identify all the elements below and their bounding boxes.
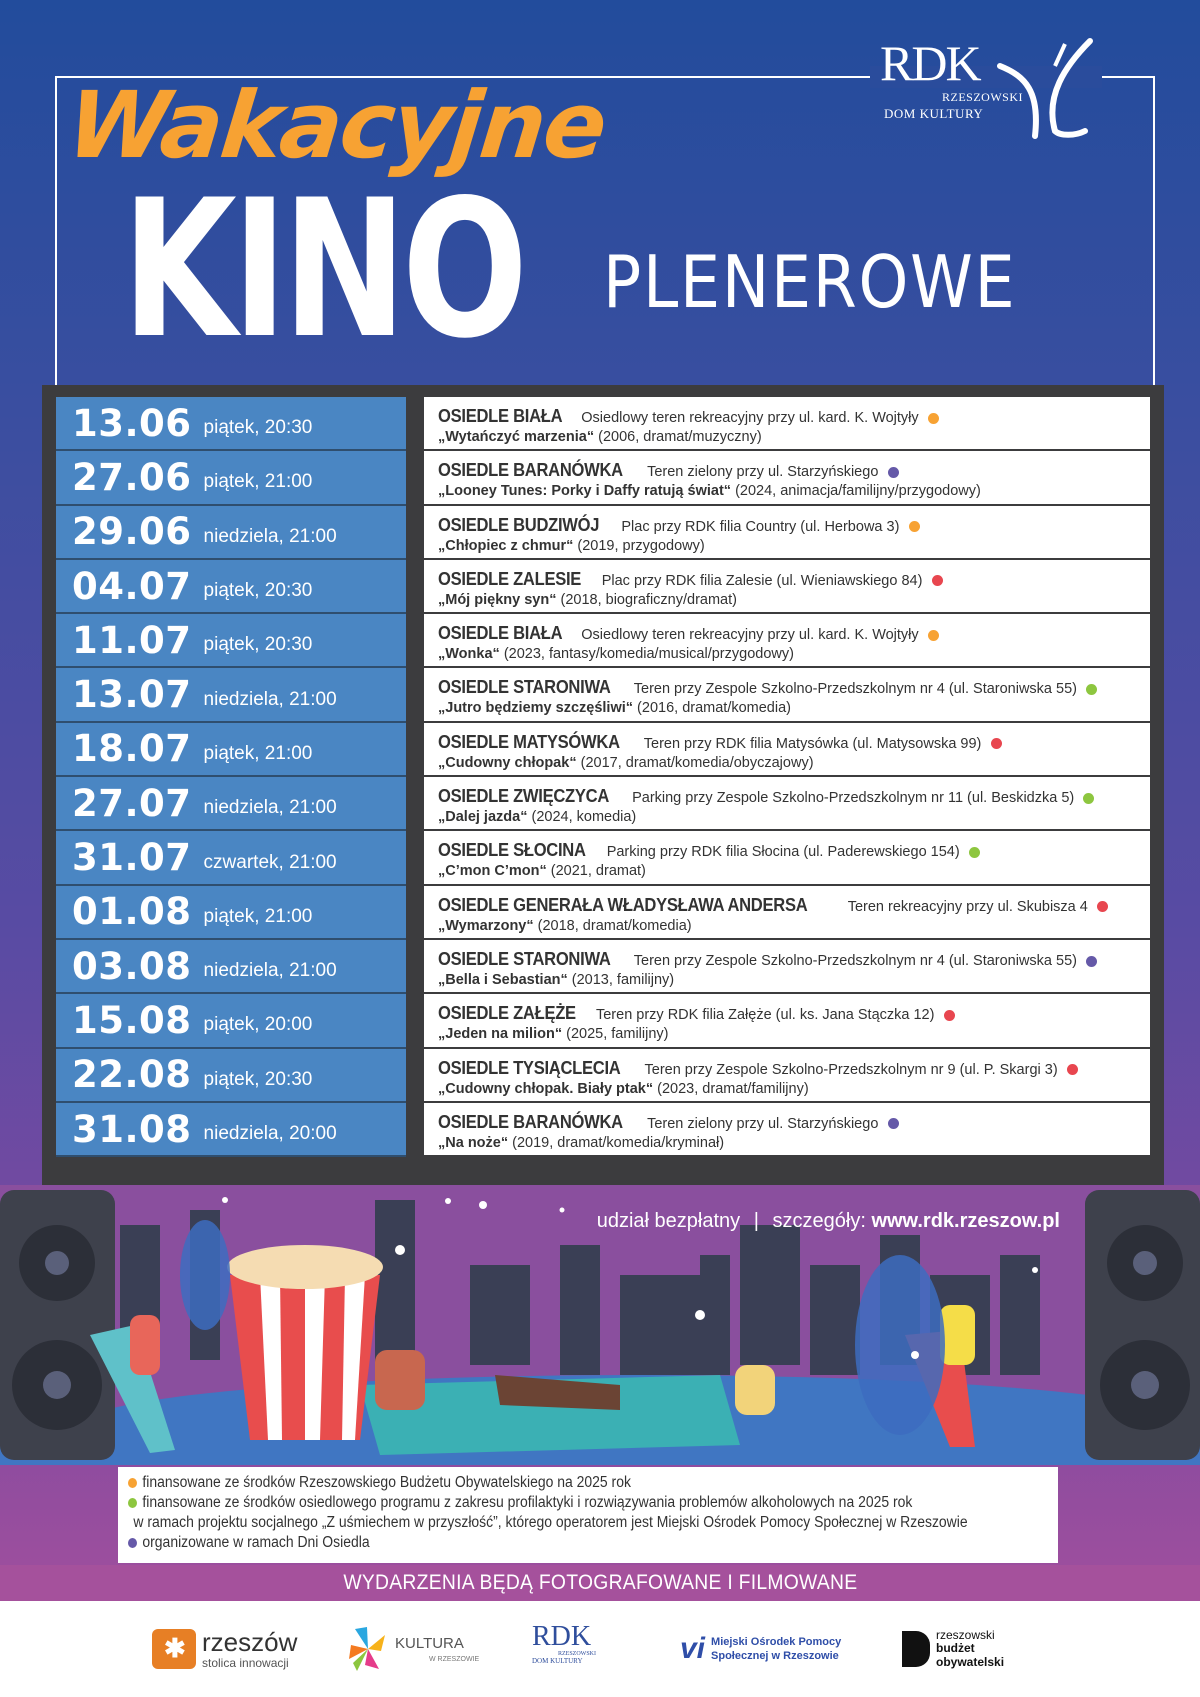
event-location: Plac przy RDK filia Country (ul. Herbowa 3): [621, 518, 900, 535]
event-date: 27.07: [72, 781, 192, 825]
funding-dot-icon: [932, 575, 943, 586]
date-cell: [56, 668, 406, 722]
rdk-logo-abbr: RDK: [880, 35, 980, 91]
event-location: Parking przy Zespole Szkolno-Przedszkolnym nr 11 (ul. Beskidzka 5): [632, 790, 1075, 807]
date-cell: [56, 506, 406, 560]
event-cell: [424, 1103, 1150, 1157]
event-date: 29.06: [72, 510, 192, 554]
event-weekday-time: piątek, 21:00: [203, 742, 313, 764]
legend-item: [128, 1533, 956, 1553]
schedule-row: [56, 560, 1150, 614]
funding-dot-icon: [888, 467, 899, 478]
date-cell: [56, 560, 406, 614]
event-date: 31.08: [72, 1107, 192, 1151]
event-location: Teren przy RDK filia Załęże (ul. ks. Jana Stączka 12): [595, 1007, 935, 1024]
date-cell: [56, 1049, 406, 1103]
kultura-name: KULTURA: [395, 1634, 464, 1652]
film-details: (2024, animacja/familijny/przygodowy): [735, 483, 981, 500]
schedule-row: [56, 886, 1150, 940]
legend-text: w ramach projektu socjalnego „Z uśmiechem w przyszłość”, którego operatorem jest Miejski Ośrodek Pomocy Społecznej w Rzeszowie: [133, 1514, 968, 1531]
estate-name: OSIEDLE BUDZIWÓJ: [438, 514, 600, 535]
date-cell: [56, 723, 406, 777]
event-date: 11.07: [72, 618, 192, 662]
rdk-logo-line2: DOM KULTURY: [884, 106, 984, 121]
mops-line1: Miejski Ośrodek Pomocy: [711, 1635, 842, 1648]
event-weekday-time: piątek, 20:30: [203, 417, 313, 439]
event-date: 01.08: [72, 890, 192, 934]
event-cell: [424, 1049, 1150, 1103]
estate-name: OSIEDLE ZAŁĘŻE: [438, 1003, 576, 1024]
film-title: „Jutro będziemy szczęśliwi“: [438, 700, 634, 717]
film-title: „Cudowny chłopak. Biały ptak“: [438, 1080, 654, 1097]
schedule-row: [56, 723, 1150, 777]
event-location: Teren przy RDK filia Matysówka (ul. Matysowska 99): [643, 735, 982, 752]
schedule-row: [56, 1049, 1150, 1103]
event-cell: [424, 451, 1150, 505]
rbo-logo-icon: [902, 1631, 930, 1667]
event-cell: [424, 614, 1150, 668]
film-details: (2018, dramat/komedia): [537, 917, 692, 934]
film-details: (2023, fantasy/komedia/musical/przygodowy): [503, 646, 794, 663]
event-weekday-time: niedziela, 21:00: [203, 688, 337, 710]
funding-dot-icon: [909, 521, 920, 532]
event-cell: [424, 886, 1150, 940]
sponsor-rzeszow: [152, 1623, 297, 1675]
rdk-logo-line1: RZESZOWSKI: [942, 90, 1023, 104]
event-location: Teren przy Zespole Szkolno-Przedszkolnym nr 4 (ul. Staroniwska 55): [633, 952, 1077, 969]
legend-text: finansowane ze środków osiedlowego programu z zakresu profilaktyki i rozwiązywania problemów alkoholowych na 2025 rok: [142, 1494, 913, 1511]
estate-name: OSIEDLE BIAŁA: [438, 406, 563, 426]
film-details: (2024, komedia): [531, 809, 637, 826]
date-cell: [56, 397, 406, 451]
funding-dot-icon: [928, 413, 939, 424]
title-kino: KINO: [122, 159, 524, 380]
film-details: (2016, dramat/komedia): [637, 700, 791, 717]
film-title: „Wytańczyć marzenia“: [438, 429, 595, 445]
event-cell: [424, 831, 1150, 885]
rdk-footer-line1: RZESZOWSKI: [558, 1651, 596, 1657]
rzeszow-logo-icon: ✱: [152, 1629, 196, 1669]
event-weekday-time: piątek, 20:00: [203, 1014, 313, 1036]
mops-logo-icon: vi: [680, 1632, 706, 1665]
film-details: (2025, familijny): [566, 1026, 669, 1043]
event-cell: [424, 560, 1150, 614]
film-title: „Wonka“: [438, 646, 500, 663]
legend-item: [128, 1493, 956, 1513]
sponsor-rbo: [902, 1623, 1004, 1675]
event-weekday-time: piątek, 21:00: [203, 471, 313, 493]
event-weekday-time: piątek, 20:30: [203, 634, 313, 656]
kultura-sub: W RZESZOWIE: [429, 1655, 480, 1663]
legend-text: finansowane ze środków Rzeszowskiego Budżetu Obywatelskiego na 2025 rok: [142, 1474, 631, 1491]
schedule-row: [56, 506, 1150, 560]
schedule-row: [56, 777, 1150, 831]
event-date: 03.08: [72, 944, 192, 988]
event-date: 18.07: [72, 727, 192, 771]
film-title: „Looney Tunes: Porky i Daffy ratują świat“: [438, 483, 732, 500]
schedule-row: [56, 831, 1150, 885]
event-weekday-time: niedziela, 20:00: [203, 1123, 337, 1144]
rbo-line3: obywatelski: [936, 1654, 1005, 1669]
title-wakacyjne: Wakacyjne: [62, 72, 611, 179]
rdk-footer-abbr: RDK: [532, 1621, 592, 1652]
kultura-pinwheel-icon: [345, 1623, 391, 1675]
funding-dot-icon: [1086, 956, 1097, 967]
event-cell: [424, 397, 1150, 451]
funding-dot-icon: [928, 630, 939, 641]
event-weekday-time: niedziela, 21:00: [203, 797, 337, 819]
funding-dot-icon: [944, 1010, 955, 1021]
date-cell: [56, 777, 406, 831]
film-details: (2023, dramat/familijny): [657, 1080, 809, 1097]
estate-name: OSIEDLE BARANÓWKA: [438, 460, 623, 481]
film-title: „C’mon C’mon“: [438, 863, 547, 880]
date-cell: [56, 886, 406, 940]
rzeszow-name: rzeszów: [202, 1627, 298, 1657]
film-details: (2006, dramat/muzyczny): [598, 429, 762, 445]
photo-notice-text: WYDARZENIA BĘDĄ FOTOGRAFOWANE I FILMOWANE: [342, 1571, 858, 1594]
film-title: „Jeden na milion“: [438, 1026, 563, 1043]
estate-name: OSIEDLE BARANÓWKA: [438, 1111, 623, 1132]
mops-line2: Społecznej w Rzeszowie: [711, 1650, 839, 1662]
legend-item: [128, 1513, 968, 1533]
estate-name: OSIEDLE STARONIWA: [438, 677, 611, 698]
funding-dot-icon: [1083, 793, 1094, 804]
event-location: Osiedlowy teren rekreacyjny przy ul. kard. K. Wojtyły: [581, 410, 919, 426]
estate-name: OSIEDLE BIAŁA: [438, 623, 563, 644]
estate-name: OSIEDLE SŁOCINA: [438, 840, 586, 861]
legend-dot-icon: [128, 1538, 137, 1548]
sponsor-kultura: [345, 1623, 479, 1675]
film-title: „Bella i Sebastian“: [438, 971, 568, 988]
schedule-row: [56, 668, 1150, 722]
event-date: 27.06: [72, 455, 192, 499]
funding-dot-icon: [888, 1118, 899, 1129]
event-cell: [424, 723, 1150, 777]
schedule-row: [56, 397, 1150, 451]
photo-notice: [0, 1565, 1200, 1601]
legend-text: organizowane w ramach Dni Osiedla: [142, 1534, 370, 1551]
date-cell: [56, 831, 406, 885]
separator: |: [753, 1210, 759, 1232]
rdk-logo: [880, 35, 1023, 121]
film-details: (2018, biograficzny/dramat): [560, 591, 737, 608]
schedule-row: [56, 614, 1150, 668]
film-details: (2017, dramat/komedia/obyczajowy): [580, 754, 814, 771]
title-plenerowe: PLENEROWE: [603, 240, 1017, 324]
date-cell: [56, 614, 406, 668]
rzeszow-tagline: stolica innowacji: [202, 1656, 289, 1670]
sponsor-mops: [680, 1623, 841, 1675]
funding-dot-icon: [1097, 901, 1108, 912]
info-line: [597, 1210, 1060, 1233]
sponsor-rdk: [532, 1623, 596, 1675]
film-details: (2021, dramat): [550, 863, 646, 880]
film-title: „Mój piękny syn“: [438, 591, 557, 608]
event-date: 22.08: [72, 1053, 192, 1097]
film-details: (2019, przygodowy): [577, 537, 705, 554]
funding-legend: [118, 1467, 1058, 1563]
date-cell: [56, 451, 406, 505]
event-cell: [424, 506, 1150, 560]
legend-item: [128, 1473, 956, 1493]
estate-name: OSIEDLE ZALESIE: [438, 568, 582, 589]
event-date: 13.07: [72, 673, 192, 717]
event-cell: [424, 994, 1150, 1048]
event-location: Teren zielony przy ul. Starzyńskiego: [647, 1115, 879, 1132]
estate-name: OSIEDLE TYSIĄCLECIA: [438, 1057, 621, 1078]
funding-dot-icon: [1086, 684, 1097, 695]
event-location: Teren rekreacyjny przy ul. Skubisza 4: [847, 898, 1088, 915]
schedule-row: [56, 940, 1150, 994]
event-weekday-time: niedziela, 21:00: [203, 960, 337, 982]
event-location: Parking przy RDK filia Słocina (ul. Paderewskiego 154): [606, 844, 960, 861]
funding-dot-icon: [969, 847, 980, 858]
free-entry-text: udział bezpłatny: [596, 1210, 741, 1232]
schedule-row: [56, 451, 1150, 505]
funding-dot-icon: [991, 738, 1002, 749]
date-cell: [56, 940, 406, 994]
event-weekday-time: niedziela, 21:00: [203, 525, 337, 547]
estate-name: OSIEDLE ZWIĘCZYCA: [438, 786, 610, 807]
event-location: Plac przy RDK filia Zalesie (ul. Wieniawskiego 84): [601, 572, 923, 589]
event-date: 04.07: [72, 564, 192, 608]
event-cell: [424, 940, 1150, 994]
schedule-row: [56, 1103, 1150, 1157]
date-cell: [56, 994, 406, 1048]
event-location: Osiedlowy teren rekreacyjny przy ul. kard. K. Wojtyły: [581, 627, 919, 644]
event-date: 15.08: [72, 998, 192, 1042]
event-location: Teren przy Zespole Szkolno-Przedszkolnym nr 4 (ul. Staroniwska 55): [633, 681, 1077, 698]
film-title: „Chłopiec z chmur“: [438, 537, 574, 554]
event-weekday-time: czwartek, 21:00: [203, 851, 337, 873]
film-title: „Na noże“: [438, 1134, 509, 1151]
rdk-swoosh-icon: [995, 36, 1105, 146]
event-weekday-time: piątek, 21:00: [203, 905, 313, 927]
funding-dot-icon: [1067, 1064, 1078, 1075]
event-cell: [424, 777, 1150, 831]
website-link[interactable]: www.rdk.rzeszow.pl: [871, 1210, 1060, 1232]
rbo-line2: budżet: [936, 1641, 975, 1656]
event-weekday-time: piątek, 20:30: [203, 1068, 313, 1090]
estate-name: OSIEDLE GENERAŁA WŁADYSŁAWA ANDERSA: [438, 894, 808, 915]
rbo-line1: rzeszowski: [936, 1628, 995, 1643]
event-date: 31.07: [72, 836, 192, 880]
estate-name: OSIEDLE STARONIWA: [438, 948, 611, 969]
legend-dot-icon: [128, 1478, 137, 1488]
event-cell: [424, 668, 1150, 722]
rdk-footer-line2: DOM KULTURY: [532, 1657, 583, 1665]
event-weekday-time: piątek, 20:30: [203, 580, 313, 602]
event-location: Teren przy Zespole Szkolno-Przedszkolnym nr 9 (ul. P. Skargi 3): [644, 1061, 1058, 1078]
estate-name: OSIEDLE MATYSÓWKA: [438, 731, 620, 752]
film-title: „Wymarzony“: [438, 917, 534, 934]
schedule-row: [56, 994, 1150, 1048]
schedule-list: [56, 397, 1150, 1157]
sponsor-footer: [0, 1601, 1200, 1697]
event-location: Teren zielony przy ul. Starzyńskiego: [647, 464, 879, 481]
film-title: „Dalej jazda“: [438, 809, 528, 826]
details-label: szczegóły:: [772, 1210, 866, 1232]
film-title: „Cudowny chłopak“: [438, 754, 577, 771]
legend-dot-icon: [128, 1498, 137, 1508]
date-cell: [56, 1103, 406, 1157]
schedule-screen: [42, 385, 1164, 1185]
film-details: (2013, familijny): [571, 971, 675, 988]
event-date: 13.06: [72, 401, 192, 445]
film-details: (2019, dramat/komedia/kryminał): [512, 1134, 725, 1151]
